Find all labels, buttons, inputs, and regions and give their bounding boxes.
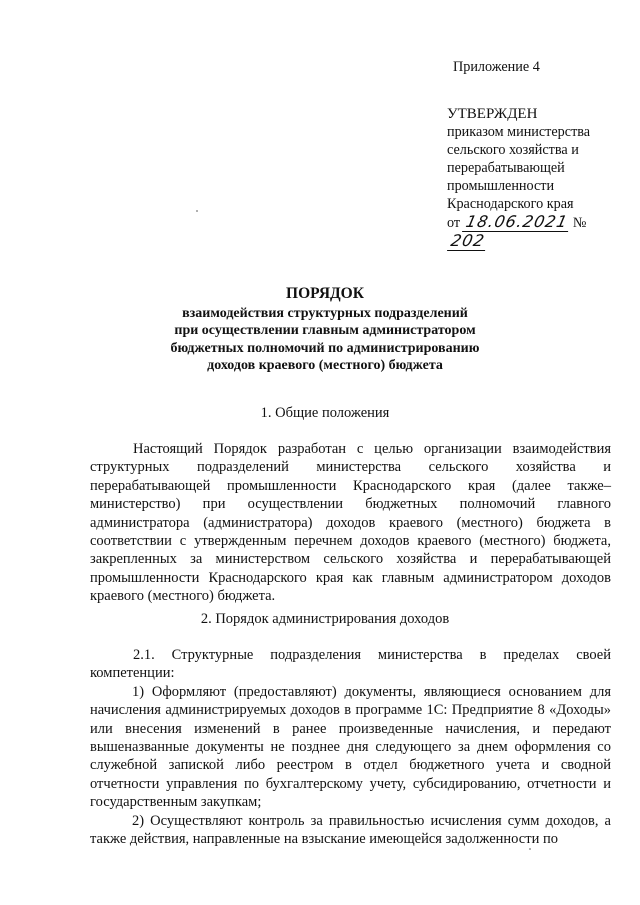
section-2-paragraph-1: 2.1. Структурные подразделения министерства в пределах своей компетенции: (90, 647, 611, 682)
approved-line-2: сельского хозяйства и (447, 142, 579, 158)
approved-label: УТВЕРЖДЕН (447, 106, 538, 122)
title-line-2: при осуществлении главным администратором (174, 323, 476, 338)
date-prefix: от (447, 215, 461, 231)
approved-line-1: приказом министерства (447, 124, 591, 140)
approved-line-5: Краснодарского края (447, 196, 574, 212)
appendix-label: Приложение 4 (453, 59, 540, 75)
section-2-body (90, 646, 611, 848)
document-title (90, 285, 560, 375)
handwritten-number: 202 (447, 232, 489, 251)
scan-speck (529, 848, 531, 850)
section-1-body (90, 440, 611, 606)
handwritten-date: 18.06.2021 (462, 213, 572, 232)
number-sign: № (572, 215, 587, 231)
approved-line-4: промышленности (447, 178, 555, 194)
title-line-4: доходов краевого (местного) бюджета (207, 358, 443, 373)
title-line-3: бюджетных полномочий по администрированию (170, 340, 480, 356)
scan-speck (196, 210, 198, 212)
approval-block (447, 58, 627, 251)
order-date-line (447, 213, 627, 251)
section-1-paragraph: Настоящий Порядок разработан с целью организации взаимодействия структурных подразделений министерства сельского хозяйства и перерабатывающей промышленности Краснодарского края (далее также– министерство) при осуществлении бюджетных полномочий главного администратора (администратора) доходов краевого (местного) бюджета в соответствии с утвержденным перечнем доходов краевого (местного) бюджета, закрепленных за министерством сельского хозяйства и перерабатывающей промышленности Краснодарского края как главным администратором доходов краевого (местного) бюджета. (90, 441, 611, 605)
section-2-heading: 2. Порядок администрирования доходов (200, 611, 450, 627)
section-2-paragraph-3: 2) Осуществляют контроль за правильностью исчисления сумм доходов, а также действия, направленные на взыскание имеющейся задолженности по (90, 812, 611, 848)
title-line-1: взаимодействия структурных подразделений (182, 305, 468, 321)
section-2-paragraph-2: 1) Оформляют (предоставляют) документы, являющиеся основанием для начисления администрируемых доходов в программе 1С: Предприятие 8 «Доходы» или внесения изменений в ранее произведенные начисления, и передают вышеназванные документы не позднее дня следующего за днем оформления со служебной запиской либо реестром в отдел бюджетного учета и сводной отчетности управления по бухгалтерскому учету, субсидированию, отчетности и государственным закупкам; (90, 683, 611, 811)
approved-line-3: перерабатывающей (447, 160, 565, 176)
title-main: ПОРЯДОК (286, 285, 364, 302)
section-1-heading: 1. Общие положения (260, 405, 390, 421)
